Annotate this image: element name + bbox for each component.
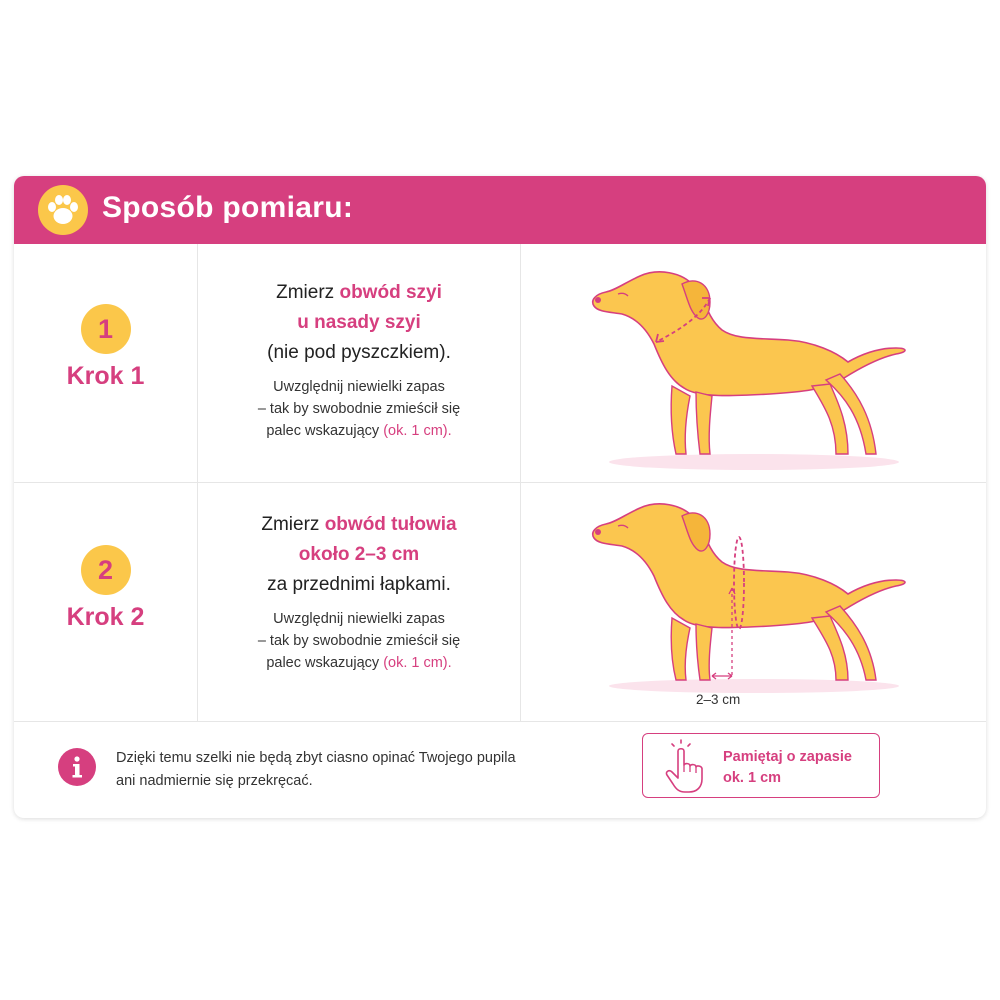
step-2	[14, 545, 197, 632]
header-bar	[14, 176, 986, 244]
reminder-box	[642, 733, 880, 798]
step-2-instructions	[198, 510, 520, 674]
instruction-highlight: obwód szyi	[339, 282, 442, 303]
note-line: – tak by swobodnie zmieścił się	[257, 401, 461, 417]
note-hint: (ok. 1 cm).	[383, 655, 452, 671]
paw-icon	[38, 185, 88, 235]
dog-neck-illustration	[574, 256, 934, 476]
note-hint: (ok. 1 cm).	[383, 423, 452, 439]
info-text	[116, 747, 516, 793]
note-line: – tak by swobodnie zmieścił się	[257, 633, 461, 649]
row-divider	[14, 482, 986, 483]
note-line: palec wskazujący	[266, 423, 380, 439]
info-line: Dzięki temu szelki nie będą zbyt ciasno opinać Twojego pupila	[116, 750, 516, 766]
instruction-highlight: u nasady szyi	[297, 312, 421, 333]
row-divider	[14, 721, 986, 722]
step-number-badge: 1	[81, 304, 131, 354]
step-label: Krok 2	[66, 603, 145, 631]
info-icon	[58, 748, 96, 786]
step-1-instructions	[198, 278, 520, 442]
pointing-finger-icon	[659, 739, 711, 795]
page-title: Sposób pomiaru:	[102, 191, 354, 224]
instruction-intro: Zmierz	[276, 282, 335, 303]
info-line: ani nadmiernie się przekręcać.	[116, 773, 313, 789]
step-number-badge: 2	[81, 545, 131, 595]
note-line: palec wskazujący	[266, 655, 380, 671]
instruction-intro: Zmierz	[261, 514, 320, 535]
reminder-line: ok. 1 cm	[723, 770, 782, 786]
note-line: Uwzględnij niewielki zapas	[273, 379, 445, 395]
step-1	[14, 304, 197, 391]
instruction-rest: (nie pod pyszczkiem).	[267, 342, 451, 363]
instruction-highlight: obwód tułowia	[324, 514, 457, 535]
reminder-line: Pamiętaj o zapasie	[723, 749, 852, 765]
step-label: Krok 1	[66, 362, 145, 390]
note-line: Uwzględnij niewielki zapas	[273, 611, 445, 627]
measurement-card	[14, 176, 986, 818]
measure-label: 2–3 cm	[696, 692, 741, 707]
dog-chest-illustration	[574, 488, 934, 698]
instruction-highlight: około 2–3 cm	[298, 544, 420, 565]
instruction-rest: za przednimi łapkami.	[267, 574, 451, 595]
